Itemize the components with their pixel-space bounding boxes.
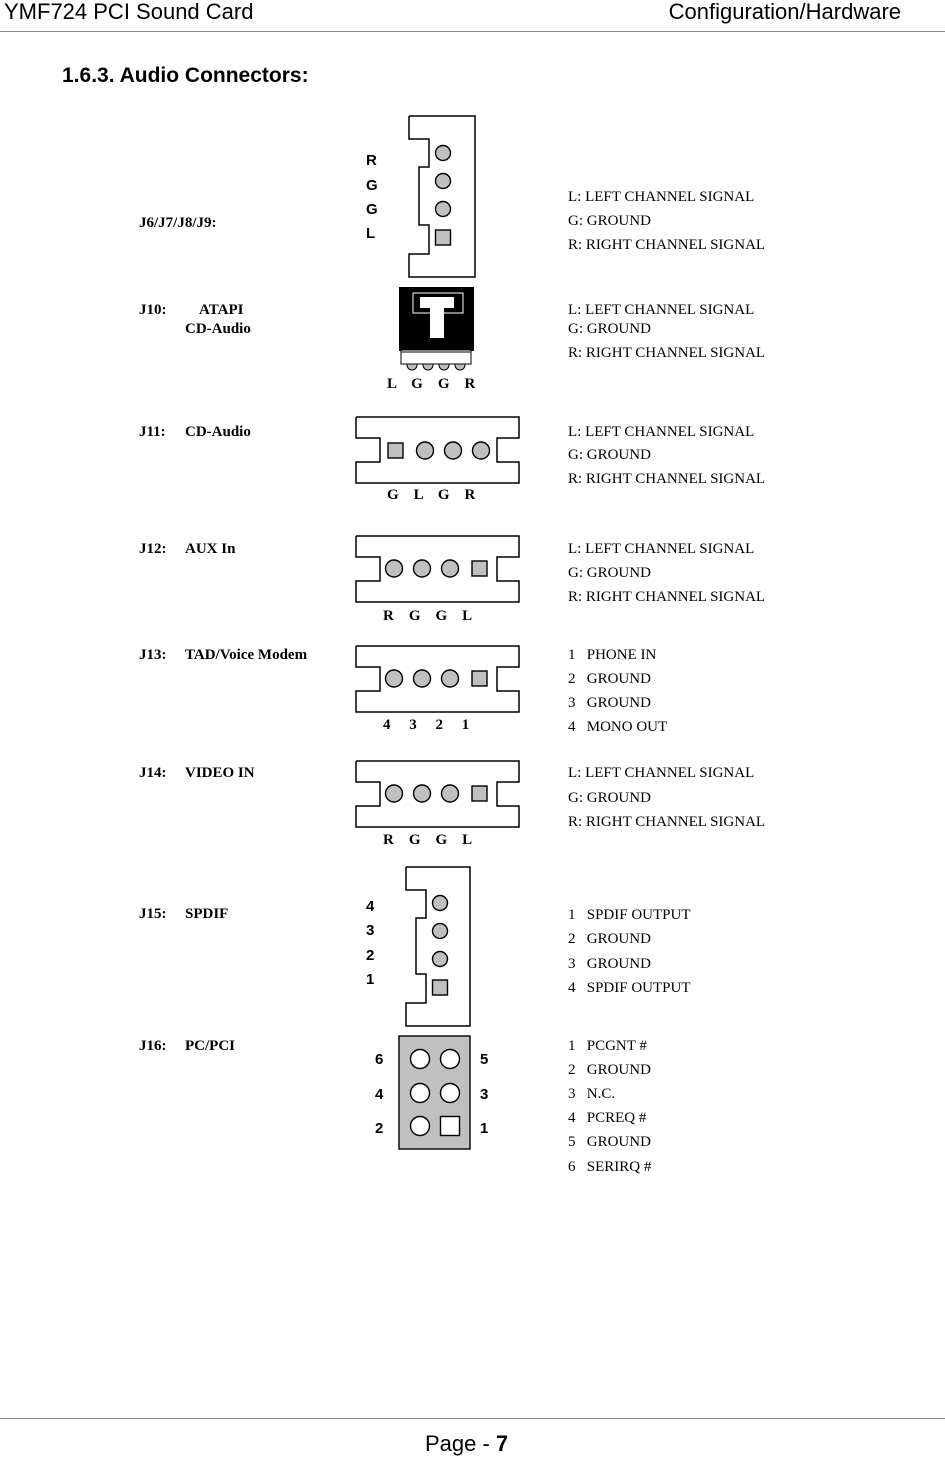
vertical-connector-diagram (405, 115, 477, 279)
desc-line: L: LEFT CHANNEL SIGNAL (568, 424, 755, 440)
pin-label: 3 (366, 922, 375, 939)
desc-line: L: LEFT CHANNEL SIGNAL (568, 765, 755, 781)
desc-line: G: GROUND (568, 321, 651, 337)
desc-line: R: RIGHT CHANNEL SIGNAL (568, 589, 766, 605)
desc-line: 1 PHONE IN (568, 647, 657, 663)
connector-name: TAD/Voice Modem (185, 647, 308, 663)
desc-line: 1 SPDIF OUTPUT (568, 907, 691, 923)
atapi-connector-diagram (398, 286, 476, 376)
header-rule (0, 31, 945, 32)
footer-rule (0, 1418, 945, 1419)
desc-line: 3 GROUND (568, 956, 651, 972)
desc-line: 2 GROUND (568, 931, 651, 947)
pin-label: R (366, 152, 377, 169)
pin-label: 1 (480, 1120, 489, 1137)
desc-line: 2 GROUND (568, 1062, 651, 1078)
desc-line: 4 MONO OUT (568, 719, 668, 735)
desc-line: 4 SPDIF OUTPUT (568, 980, 691, 996)
connector-name: SPDIF (185, 906, 229, 922)
connector-id: J14: (139, 765, 167, 781)
pin-label: 4 (375, 1086, 384, 1103)
pin-label: 1 (366, 971, 375, 988)
desc-line: G: GROUND (568, 790, 651, 806)
desc-line: G: GROUND (568, 565, 651, 581)
pin-label: 2 (366, 947, 375, 964)
connector-id: J13: (139, 647, 167, 663)
connector-name-2: CD-Audio (185, 321, 251, 337)
connector-id: J10: (139, 302, 167, 318)
pin-labels: 4 3 2 1 (383, 717, 470, 733)
pci-header-diagram (398, 1035, 472, 1151)
connector-id: J6/J7/J8/J9: (139, 215, 217, 231)
page-number: 7 (495, 1431, 509, 1456)
desc-line: L: LEFT CHANNEL SIGNAL (568, 541, 755, 557)
desc-line: L: LEFT CHANNEL SIGNAL (568, 302, 755, 318)
horizontal-connector-diagram (355, 760, 521, 830)
connector-name: VIDEO IN (185, 765, 255, 781)
desc-line: 3 N.C. (568, 1086, 616, 1102)
desc-line: R: RIGHT CHANNEL SIGNAL (568, 814, 766, 830)
pin-label: 2 (375, 1120, 384, 1137)
vertical-connector-diagram (402, 866, 474, 1028)
connector-name: AUX In (185, 541, 236, 557)
desc-line: R: RIGHT CHANNEL SIGNAL (568, 471, 766, 487)
page-footer (425, 1431, 508, 1457)
desc-line: 4 PCREQ # (568, 1110, 647, 1126)
horizontal-connector-diagram (355, 416, 521, 486)
section-title: 1.6.3. Audio Connectors: (62, 64, 309, 87)
connector-name: CD-Audio (185, 424, 251, 440)
desc-line: 3 GROUND (568, 695, 651, 711)
desc-line: R: RIGHT CHANNEL SIGNAL (568, 345, 766, 361)
pin-labels: G L G R (387, 487, 476, 503)
pin-label: 6 (375, 1051, 384, 1068)
pin-label: L (366, 225, 376, 242)
connector-id: J12: (139, 541, 167, 557)
page-footer-prefix: Page - (425, 1431, 496, 1456)
pin-label: 5 (480, 1051, 489, 1068)
pin-labels: R G G L (383, 832, 473, 848)
pin-labels: R G G L (383, 608, 473, 624)
pin-label: 4 (366, 898, 375, 915)
desc-line: 1 PCGNT # (568, 1038, 647, 1054)
connector-id: J16: (139, 1038, 167, 1054)
horizontal-connector-diagram (355, 645, 521, 715)
desc-line: G: GROUND (568, 447, 651, 463)
connector-name: ATAPI (199, 302, 244, 318)
pin-labels: L G G R (387, 376, 476, 392)
desc-line: L: LEFT CHANNEL SIGNAL (568, 189, 755, 205)
desc-line: 2 GROUND (568, 671, 651, 687)
desc-line: G: GROUND (568, 213, 651, 229)
desc-line: 6 SERIRQ # (568, 1159, 652, 1175)
desc-line: 5 GROUND (568, 1134, 651, 1150)
connector-id: J11: (139, 424, 166, 440)
pin-label: G (366, 177, 378, 194)
connector-id: J15: (139, 906, 167, 922)
pin-label: G (366, 201, 378, 218)
pin-label: 3 (480, 1086, 489, 1103)
header-right: Configuration/Hardware (668, 0, 901, 24)
desc-line: R: RIGHT CHANNEL SIGNAL (568, 237, 766, 253)
horizontal-connector-diagram (355, 535, 521, 605)
connector-name: PC/PCI (185, 1038, 235, 1054)
header-left: YMF724 PCI Sound Card (4, 0, 254, 24)
